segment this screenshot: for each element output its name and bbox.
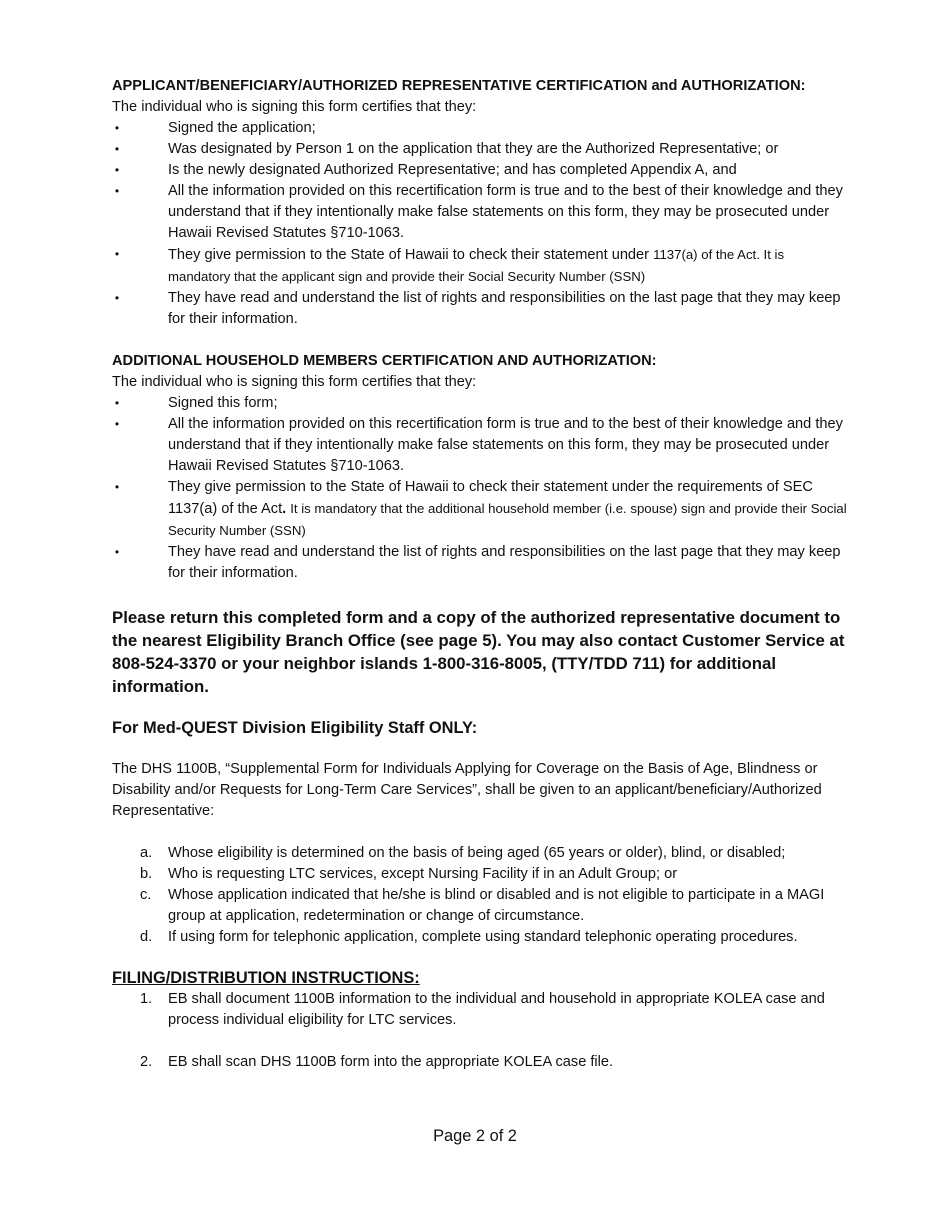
household-certification-list — [112, 393, 847, 584]
household-certification-heading: ADDITIONAL HOUSEHOLD MEMBERS CERTIFICATION AND AUTHORIZATION: — [112, 353, 657, 369]
applicant-certification-intro: The individual who is signing this form certifies that they: — [112, 99, 477, 115]
form-page — [112, 76, 847, 1073]
permission-lead: They give permission to the State of Hawaii to check their statement under the requirements of SEC 1137(a) of the Act — [168, 479, 813, 517]
bullet-icon: • — [114, 291, 120, 305]
page-number: Page 2 of 2 — [433, 1127, 517, 1145]
applicant-certification-list — [112, 118, 847, 330]
return-instructions-notice: Please return this completed form and a copy of the authorized representative document to the nearest Eligibility Branch Office (see page 5). You may also contact Customer Service at 808-524-3370 or your neighbor islands 1-800-316-8005, (TTY/TDD 711) for additional information. — [112, 608, 845, 696]
list-item: • All the information provided on this recertification form is true and to the best of their knowledge and they understand that if they intentionally make false statements on this form, they may be prosecuted under Hawaii Revised Statutes §710-1063. — [112, 181, 847, 244]
applicant-certification-heading: APPLICANT/BENEFICIARY/AUTHORIZED REPRESENTATIVE CERTIFICATION and AUTHORIZATION: — [112, 78, 806, 94]
household-certification-intro: The individual who is signing this form certifies that they: — [112, 374, 477, 390]
list-item: • They give permission to the State of Hawaii to check their statement under the requirements of SEC 1137(a) of the Act. It is mandatory that the additional household member (i.e. spouse) sign and provide their Social Security Number (SSN) — [112, 477, 847, 542]
staff-only-heading: For Med-QUEST Division Eligibility Staff ONLY: — [112, 719, 478, 737]
bullet-icon: • — [114, 184, 120, 198]
list-item: • Was designated by Person 1 on the application that they are the Authorized Representative; or — [112, 139, 847, 160]
bullet-icon: • — [114, 480, 120, 494]
list-item: • Is the newly designated Authorized Representative; and has completed Appendix A, and — [112, 160, 847, 181]
bullet-icon: • — [114, 247, 120, 261]
permission-small-text: 1137(a) of the Act. It is mandatory that the applicant sign and provide their Social Security Number (SSN) — [168, 247, 785, 284]
list-item: • They have read and understand the list of rights and responsibilities on the last page that they may keep for their information. — [112, 288, 847, 330]
bullet-icon: • — [114, 545, 120, 559]
list-item: • They have read and understand the list of rights and responsibilities on the last page that they may keep for their information. — [112, 542, 847, 584]
bullet-icon: • — [114, 142, 120, 156]
list-item: b. Who is requesting LTC services, except Nursing Facility if in an Adult Group; or — [140, 866, 678, 882]
permission-small-text: It is mandatory that the additional household member (i.e. spouse) sign and provide their Social Security Number (SSN) — [168, 501, 847, 538]
permission-lead: They give permission to the State of Hawaii to check their statement under — [168, 247, 650, 263]
list-item — [112, 244, 847, 288]
list-item: • Signed the application; — [112, 118, 847, 139]
list-item: • Signed this form; — [112, 393, 847, 414]
bullet-icon: • — [114, 163, 120, 177]
staff-paragraph: The DHS 1100B, “Supplemental Form for Individuals Applying for Coverage on the Basis of Age, Blindness or Disability and/or Requests for Long-Term Care Services”, shall be given to an applicant/beneficiary/Authorized Representative: — [112, 761, 822, 819]
filing-instructions-heading: FILING/DISTRIBUTION INSTRUCTIONS: — [112, 969, 420, 987]
bullet-icon: • — [114, 396, 120, 410]
list-item: 2. EB shall scan DHS 1100B form into the appropriate KOLEA case file. — [140, 1054, 614, 1070]
bullet-icon: • — [114, 417, 120, 431]
staff-criteria-list — [112, 843, 847, 948]
list-item: d. If using form for telephonic application, complete using standard telephonic operating procedures. — [140, 929, 798, 945]
filing-instructions-list — [112, 989, 847, 1073]
list-item: c. Whose application indicated that he/she is blind or disabled and is not eligible to participate in a MAGI group at application, redetermination or change of circumstance. — [140, 887, 825, 924]
list-item: 1. EB shall document 1100B information to the individual and household in appropriate KOLEA case and process individual eligibility for LTC services. — [140, 991, 825, 1028]
bullet-icon: • — [114, 121, 120, 135]
list-item: • All the information provided on this recertification form is true and to the best of their knowledge and they understand that if they intentionally make false statements on this form, they may be prosecuted under Hawaii Revised Statutes §710-1063. — [112, 414, 847, 477]
list-item: a. Whose eligibility is determined on the basis of being aged (65 years or older), blind, or disabled; — [140, 845, 786, 861]
